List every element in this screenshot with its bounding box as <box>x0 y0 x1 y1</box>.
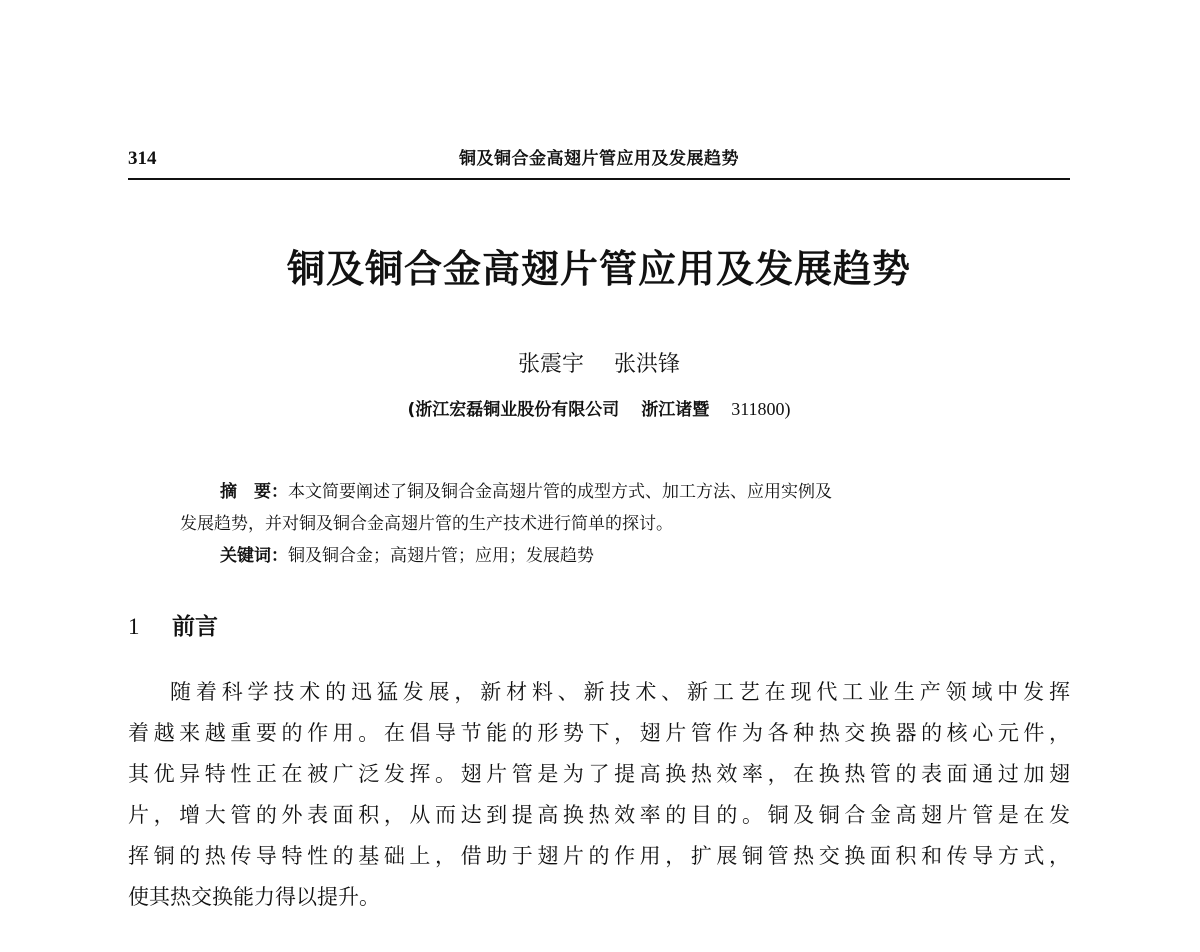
affiliation-postcode: 311800) <box>731 399 791 419</box>
paragraph-line: 使其热交换能力得以提升。 <box>128 885 380 909</box>
paragraph-line: 随着科学技术的迅猛发展，新材料、新技术、新工艺在现代工业生产领域中发挥 <box>170 680 1070 704</box>
running-header <box>128 146 1070 180</box>
paragraph-line: 挥铜的热传导特性的基础上，借助于翅片的作用，扩展铜管热交换面积和传导方式， <box>128 844 1070 868</box>
abstract-line <box>180 476 1040 508</box>
abstract-label: 摘 要： <box>220 482 288 502</box>
running-header-title: 铜及铜合金高翅片管应用及发展趋势 <box>459 149 739 169</box>
author-name: 张洪锋 <box>614 352 681 377</box>
section-body <box>128 672 1070 918</box>
abstract-block <box>180 476 1040 572</box>
abstract-text: 本文简要阐述了铜及铜合金高翅片管的成型方式、加工方法、应用实例及 <box>288 482 832 502</box>
paper-title: 铜及铜合金高翅片管应用及发展趋势 <box>286 246 911 291</box>
section-heading <box>128 610 218 644</box>
keywords-line <box>180 540 1040 572</box>
page-number: 314 <box>128 148 157 169</box>
section-number: 1 <box>128 614 140 639</box>
abstract-line <box>180 508 1040 540</box>
affiliation-location: 浙江诸暨 <box>641 400 710 420</box>
author-name: 张震宇 <box>517 352 584 377</box>
keywords-label: 关键词： <box>220 546 288 566</box>
section-title: 前言 <box>172 614 218 640</box>
keywords-text: 铜及铜合金；高翅片管；应用；发展趋势 <box>288 546 594 566</box>
affiliation <box>128 396 1070 423</box>
author-list <box>128 350 1070 380</box>
paragraph-line: 片，增大管的外表面积，从而达到提高换热效率的目的。铜及铜合金高翅片管是在发 <box>128 803 1070 827</box>
paragraph-line: 着越来越重要的作用。在倡导节能的形势下，翅片管作为各种热交换器的核心元件， <box>128 721 1070 745</box>
paragraph-line: 其优异特性正在被广泛发挥。翅片管是为了提高换热效率，在换热管的表面通过加翅 <box>128 762 1070 786</box>
affiliation-organization: (浙江宏磊铜业股份有限公司 <box>407 400 620 420</box>
abstract-text: 发展趋势，并对铜及铜合金高翅片管的生产技术进行简单的探讨。 <box>180 514 673 534</box>
